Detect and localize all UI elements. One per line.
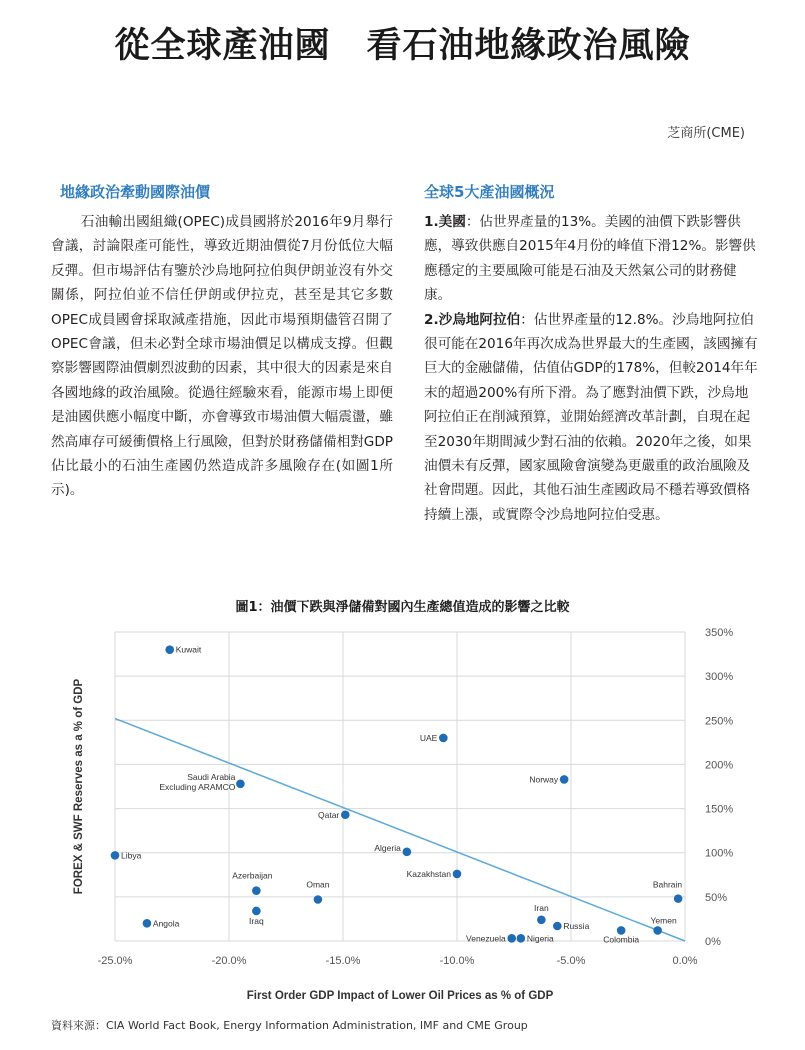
data-point: [341, 810, 350, 819]
data-point: [653, 926, 662, 935]
trend-line: [115, 719, 685, 944]
y-tick-label: 50%: [705, 891, 728, 904]
y-tick-label: 0%: [705, 936, 721, 948]
right-section-heading: 全球5大產油國概況: [424, 183, 555, 201]
y-tick-label: 300%: [705, 671, 734, 684]
x-axis-label: First Order GDP Impact of Lower Oil Prices as % of GDP: [246, 990, 554, 1002]
y-tick-label: 100%: [705, 847, 734, 860]
data-point: [537, 916, 546, 925]
y-tick-label: 150%: [705, 803, 734, 816]
data-point: [507, 934, 516, 943]
data-label: Norway: [529, 774, 559, 785]
data-label: Colombia: [603, 934, 640, 945]
right-item-us-text: ：佔世界產量的13%。美國的油價下跌影響供應，導致供應自2015年4月份的峰值下滑12%。影響供應穩定的主要風險可能是石油及天然氣公司的財務健康。: [424, 214, 756, 304]
x-tick-label: -5.0%: [556, 955, 586, 967]
article-title: 從全球產油國 看石油地緣政治風險: [114, 26, 691, 66]
data-point: [236, 780, 245, 789]
data-label: Saudi Arabia: [187, 771, 236, 782]
data-label: Kuwait: [175, 644, 202, 655]
data-point: [403, 848, 412, 857]
data-point: [165, 645, 174, 654]
y-axis-label: FOREX & SWF Reserves as a % of GDP: [73, 678, 85, 895]
data-label: UAE: [419, 732, 438, 743]
data-label: Qatar: [318, 809, 340, 820]
data-point: [143, 919, 152, 928]
x-tick-label: -20.0%: [211, 955, 247, 967]
x-tick-label: -10.0%: [439, 955, 475, 967]
right-column: [424, 210, 761, 527]
source-note: 資料來源：CIA World Fact Book, Energy Information Administration, IMF and CME Group: [51, 1019, 528, 1032]
right-item-saudi: [424, 308, 761, 528]
y-tick-label: 350%: [705, 627, 734, 639]
data-point: [314, 895, 323, 904]
data-label: Iraq: [249, 915, 264, 926]
data-point: [553, 922, 562, 931]
data-label: Algeria: [374, 842, 401, 853]
data-label: Azerbaijan: [232, 870, 273, 881]
data-point: [560, 775, 569, 784]
data-label: Bahrain: [652, 879, 683, 890]
data-label: Russia: [563, 920, 590, 931]
data-label: Libya: [121, 850, 142, 861]
data-label: Angola: [152, 918, 180, 929]
y-tick-label: 250%: [705, 715, 734, 728]
data-label: Nigeria: [526, 933, 554, 944]
right-item-saudi-text: ：佔世界產量的12.8%。沙烏地阿拉伯很可能在2016年再次成為世界最大的生產國，該國擁有巨大的金融儲備，估值佔GDP的178%，但較2014年年末的超過200%有所下滑。為了應對油價下跌，沙烏地阿拉伯正在削減預算，並開始經濟改革計劃，自現在起至2030年期間減少對石油的依賴。2020年之後，如果油價未有反彈，國家風險會演變為更嚴重的政治風險及社會問題。因此，其他石油生產國政局不穩若導致價格持續上漲，或實際令沙烏地阿拉伯受惠。: [424, 311, 758, 523]
scatter-chart: [0, 620, 805, 1012]
data-label: Excluding ARAMCO: [159, 781, 236, 792]
data-label: Iran: [534, 902, 549, 913]
right-item-us-label: 1.美國: [424, 214, 466, 230]
figure-title: 圖1：油價下跌與淨儲備對國內生產總值造成的影響之比較: [235, 600, 570, 615]
data-point: [111, 851, 120, 860]
right-item-saudi-label: 2.沙烏地阿拉伯: [424, 311, 521, 328]
data-label: Yemen: [650, 915, 677, 926]
data-point: [252, 886, 261, 895]
data-point: [674, 894, 683, 903]
right-item-us: [424, 210, 761, 308]
data-point: [453, 870, 462, 879]
data-point: [252, 907, 261, 916]
y-tick-label: 200%: [705, 759, 734, 772]
x-tick-label: -15.0%: [325, 955, 361, 967]
data-label: Oman: [306, 879, 330, 890]
x-tick-label: -25.0%: [97, 955, 133, 967]
left-column: [51, 210, 393, 503]
left-body-paragraph: 石油輸出國組織(OPEC)成員國將於2016年9月舉行會議，討論限產可能性，導致近期油價從7月份低位大幅反彈。但市場評估有鑒於沙烏地阿拉伯與伊朗並沒有外交關係，阿拉伯並不信任伊朗或伊拉克，甚至是其它多數OPEC成員國會採取減產措施，因此市場預期儘管召開了OPEC會議，但未必對全球市場油價足以構成支撐。但觀察影響國際油價劇烈波動的因素，其中很大的因素是來自各國地緣的政治風險。從過往經驗來看，能源市場上即便是油國供應小幅度中斷，亦會導致市場油價大幅震盪，雖然高庫存可緩衝價格上行風險，但對於財務儲備相對GDP佔比最小的石油生產國仍然造成許多風險存在(如圖1所示)。: [51, 214, 393, 499]
author-credit: 芝商所(CME): [667, 126, 745, 141]
data-label: Venezuela: [466, 933, 506, 944]
left-section-heading: 地緣政治牽動國際油價: [60, 183, 211, 201]
data-point: [517, 934, 526, 943]
data-point: [439, 734, 448, 743]
data-label: Kazakhstan: [406, 868, 451, 879]
x-tick-label: 0.0%: [672, 955, 698, 967]
